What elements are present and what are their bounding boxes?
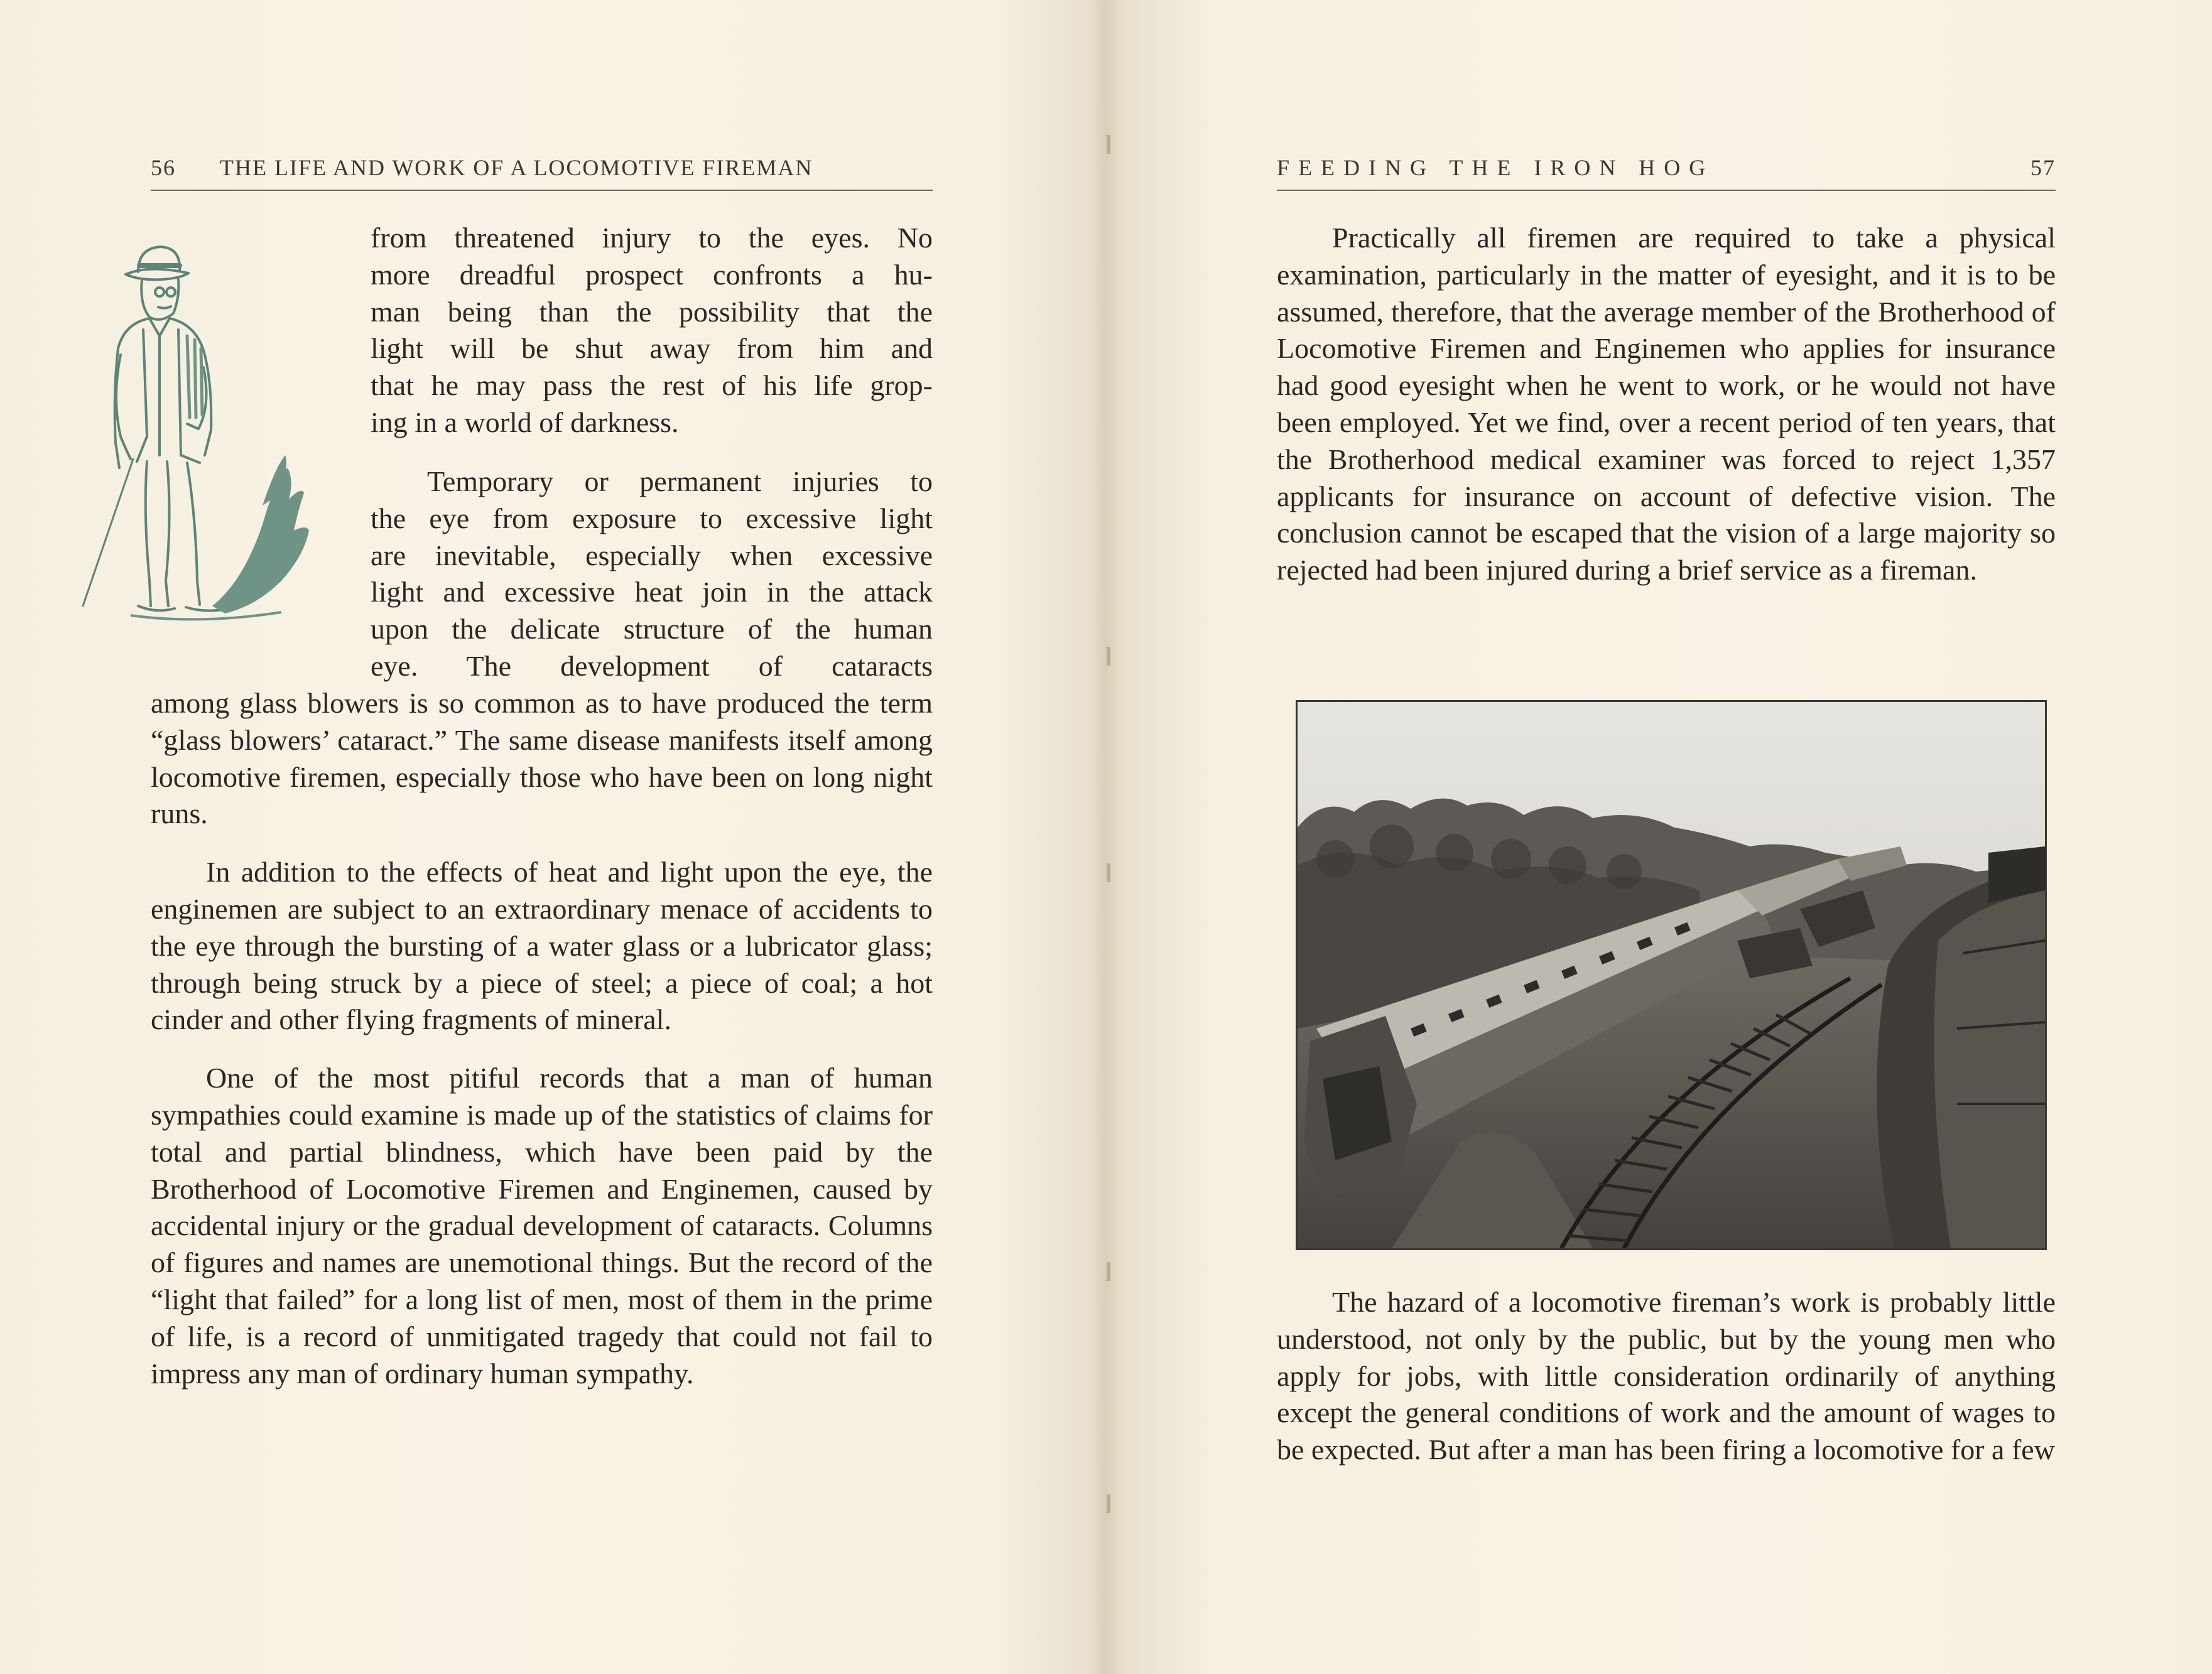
text-line: ing in a world of darkness. (371, 406, 679, 438)
running-head-right (1277, 154, 2056, 191)
text-line: the eye from exposure to excessive light (371, 502, 933, 534)
text-line: man being than the possibility that the (371, 295, 933, 328)
wrapped-paragraph-2 (371, 463, 933, 685)
right-body-bottom (1277, 1284, 2056, 1469)
page-number-left: 56 (151, 155, 176, 180)
paragraph: In addition to the effects of heat and light upon the eye, the enginemen are subject to an extraordinary menace of accidents to the eye through the bursting of a water glass or a lubricator glass; through being struck by a piece of steel; a piece of coal; a hot cinder and other flying fragments of mineral. (151, 856, 933, 1036)
blind-man-illustration (55, 229, 344, 644)
running-head-title-left: THE LIFE AND WORK OF A LOCOMOTIVE FIREMAN (220, 155, 813, 180)
train-wreck-photo (1296, 700, 2047, 1250)
text-line: light and excessive heat join in the attack (371, 576, 933, 608)
paragraph: The hazard of a locomotive fireman’s work is probably little understood, not only by the public, but by the young men who apply for jobs, with little consideration ordinarily of anything except the general conditions of work and the amount of wages to be expected. But after a man has been firing a locomotive for a few (1277, 1286, 2056, 1466)
running-head-title-right: FEEDING THE IRON HOG (1277, 155, 1715, 180)
paragraph: among glass blowers is so common as to have produced the term “glass blowers’ cataract.” The same disease manifests itself among locomotive firemen, especially those who have been on long night runs. (151, 687, 933, 830)
text-line: upon the delicate structure of the human (371, 613, 933, 645)
text-line: more dreadful prospect confronts a hu- (371, 258, 933, 291)
running-head-left (151, 154, 933, 191)
text-line: are inevitable, especially when excessive (371, 539, 933, 571)
page-number-right: 57 (2030, 155, 2056, 180)
right-body-top (1277, 220, 2056, 589)
text-line: that he may pass the rest of his life grop- (371, 369, 933, 402)
wrapped-paragraph-1 (371, 220, 933, 441)
text-line: Temporary or permanent injuries to (427, 465, 933, 497)
right-page (1106, 0, 2212, 1674)
text-line: light will be shut away from him and (371, 332, 933, 365)
paragraph: One of the most pitiful records that a man of human sympathies could examine is made up of the statistics of claims for total and partial blindness, which have been paid by the Brotherhood of Locomotive Firemen and Enginemen, caused by accidental injury or the gradual development of cataracts. Columns of figures and names are unemotional things. But the record of the “light that failed” for a long list of men, most of them in the prime of life, is a record of unmitigated tragedy that could not fail to impress any man of ordinary human sympathy. (151, 1062, 933, 1390)
left-body (151, 685, 933, 1392)
paragraph: Practically all firemen are required to take a physical examination, particularly in the matter of eyesight, and it is to be assumed, therefore, that the average member of the Brotherhood of Locomotive Firemen and Enginemen who applies for insurance had good eyesight when he went to work, or he would not have been employed. Yet we find, over a recent period of ten years, that the Brotherhood medical examiner was forced to reject 1,357 applicants for insurance on account of defective vision. The conclusion cannot be escaped that the vision of a large majority so rejected had been injured during a brief service as a fireman. (1277, 222, 2056, 586)
text-line: from threatened injury to the eyes. No (371, 222, 933, 254)
text-line: eye. The development of cataracts (371, 649, 933, 682)
